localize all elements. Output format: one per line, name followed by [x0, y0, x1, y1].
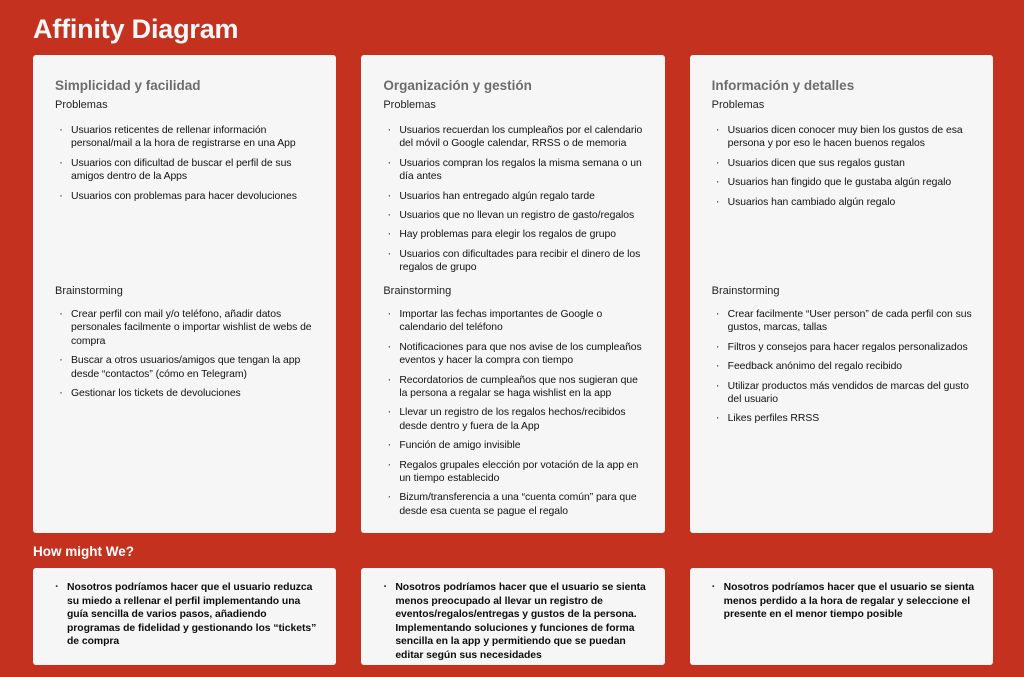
list-item: · Nosotros podríamos hacer que el usuario se sienta menos preocupado al llevar un registro de eventos/regalos/entregas y gustos de la persona. Implementando soluciones y funciones de forma sencilla en la app y permitiendo que se puedan editar según sus necesidades — [379, 581, 646, 663]
problems-label: Problemas — [711, 99, 765, 111]
list-item: · Likes perfiles RRSS — [712, 412, 973, 425]
list-item: · Gestionar los tickets de devoluciones — [55, 387, 316, 400]
list-item: · Usuarios han fingido que le gustaba algún regalo — [712, 176, 971, 189]
list-item: · Crear facilmente “User person” de cada perfil con sus gustos, marcas, tallas — [712, 308, 973, 335]
list-item: · Usuarios han entregado algún regalo tarde — [383, 190, 642, 203]
list-item: · Usuarios con problemas para hacer devoluciones — [55, 190, 314, 203]
list-item: · Bizum/transferencia a una “cuenta común” para que desde esa cuenta se pague el regalo — [383, 491, 644, 518]
list-item: · Importar las fechas importantes de Google o calendario del teléfono — [383, 308, 644, 335]
how-might-we-list — [51, 581, 318, 649]
list-item: · Usuarios compran los regalos la misma semana o un día antes — [383, 157, 642, 184]
list-item: · Usuarios reticentes de rellenar información personal/mail a la hora de registrarse en una App — [55, 124, 314, 151]
problems-label: Problemas — [55, 99, 108, 111]
list-item: · Recordatorios de cumpleaños que nos sugieran que la persona a regalar se haga wishlist en la app — [383, 374, 644, 401]
list-item: · Usuarios han cambiado algún regalo — [712, 196, 971, 209]
list-item: · Regalos grupales elección por votación de la app en un tiempo establecido — [383, 459, 644, 486]
problems-list — [712, 124, 971, 209]
category-card-informacion — [690, 55, 993, 533]
list-item: · Crear perfil con mail y/o teléfono, añadir datos personales facilmente o importar wishlist de webs de compra — [55, 308, 316, 348]
list-item: · Usuarios recuerdan los cumpleaños por el calendario del móvil o Google calendar, RRSS o de memoria — [383, 124, 642, 151]
problems-label: Problemas — [383, 99, 436, 111]
problems-list — [383, 124, 642, 275]
how-might-we-list — [379, 581, 646, 663]
brainstorming-label: Brainstorming — [55, 285, 123, 297]
list-item: · Hay problemas para elegir los regalos de grupo — [383, 228, 642, 241]
brainstorming-label: Brainstorming — [383, 285, 452, 297]
category-card-simplicidad — [33, 55, 336, 533]
list-item: · Función de amigo invisible — [383, 439, 644, 452]
list-item: · Usuarios dicen que sus regalos gustan — [712, 157, 971, 170]
how-might-we-card-organizacion — [361, 568, 664, 665]
brainstorming-label: Brainstorming — [711, 285, 780, 297]
list-item: · Usuarios que no llevan un registro de gasto/regalos — [383, 209, 642, 222]
card-title: Organización y gestión — [383, 78, 532, 93]
problems-list — [55, 124, 314, 203]
how-might-we-card-informacion — [690, 568, 993, 665]
list-item: · Nosotros podríamos hacer que el usuario reduzca su miedo a rellenar el perfil implementando una guía sencilla de varios pasos, añadiendo programas de fidelidad y gestionando los “tickets” de compra — [51, 581, 318, 649]
card-title: Información y detalles — [711, 78, 855, 93]
brainstorming-list — [383, 308, 644, 524]
list-item: · Buscar a otros usuarios/amigos que tengan la app desde “contactos” (cómo en Telegram) — [55, 354, 316, 381]
category-card-organizacion — [361, 55, 664, 533]
list-item: · Usuarios dicen conocer muy bien los gustos de esa persona y por eso le hacen buenos regalos — [712, 124, 971, 151]
page-title: Affinity Diagram — [33, 14, 239, 44]
how-might-we-row — [33, 568, 993, 665]
list-item: · Usuarios con dificultad de buscar el perfil de sus amigos dentro de la Apps — [55, 157, 314, 184]
list-item: · Utilizar productos más vendidos de marcas del gusto del usuario — [712, 380, 973, 407]
list-item: · Llevar un registro de los regalos hechos/recibidos desde dentro y fuera de la App — [383, 406, 644, 433]
card-title: Simplicidad y facilidad — [55, 78, 201, 93]
brainstorming-list — [55, 308, 316, 406]
list-item: · Nosotros podríamos hacer que el usuario se sienta menos perdido a la hora de regalar y seleccione el presente en el menor tiempo posible — [708, 581, 975, 622]
how-might-we-card-simplicidad — [33, 568, 336, 665]
list-item: · Usuarios con dificultades para recibir el dinero de los regalos de grupo — [383, 248, 642, 275]
list-item: · Notificaciones para que nos avise de los cumpleaños eventos y hacer la compra con tiempo — [383, 341, 644, 368]
how-might-we-heading: How might We? — [33, 544, 134, 559]
list-item: · Feedback anónimo del regalo recibido — [712, 360, 973, 373]
list-item: · Filtros y consejos para hacer regalos personalizados — [712, 341, 973, 354]
brainstorming-list — [712, 308, 973, 432]
how-might-we-list — [708, 581, 975, 622]
category-card-row — [33, 55, 993, 533]
